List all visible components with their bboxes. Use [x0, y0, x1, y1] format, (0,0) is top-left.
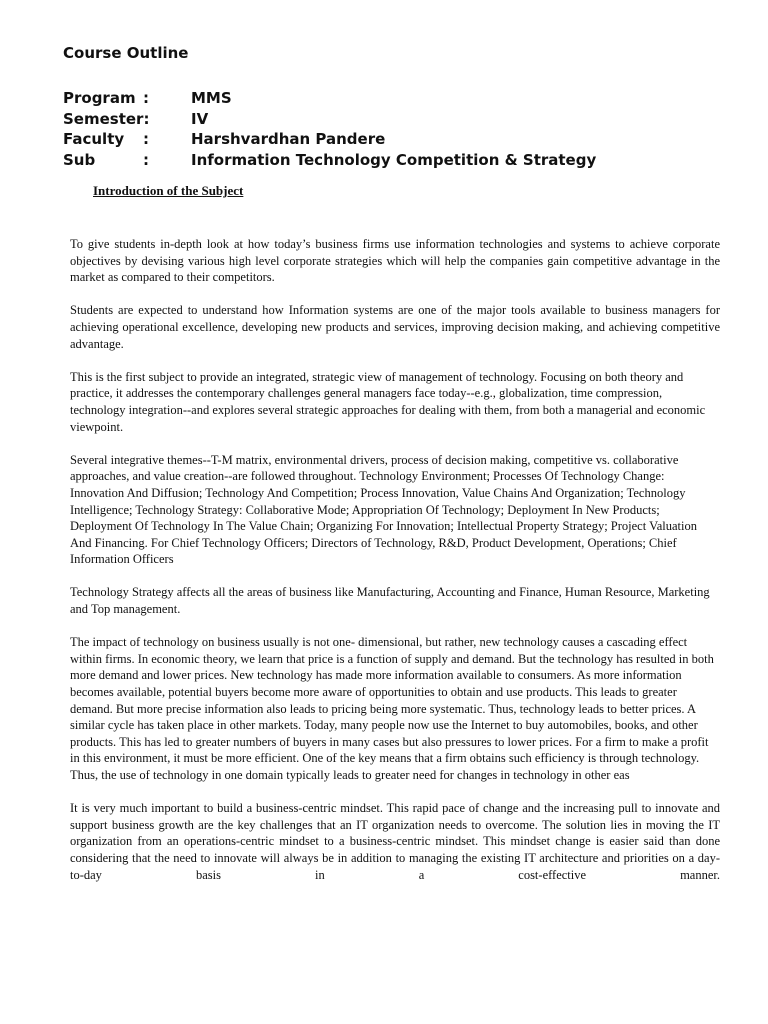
paragraph: It is very much important to build a business-centric mindset. This rapid pace of change and the increasing pull to innovate and support business growth are the key challenges that an IT organization needs to overcome. The solution lies in moving the IT organization from an operations-centric mindset to a business-centric mindset. This mindset change is easier said than done considering that the need to innovate will always be in addition to managing the existing IT architecture and priorities on a day-to-day basis in a cost-effective manner.	[70, 801, 720, 882]
paragraph: The impact of technology on business usually is not one- dimensional, but rather, new technology causes a cascading effect within firms. In economic theory, we learn that price is a function of supply and demand. But the technology has resulted in both more demand and lower prices. New technology has made more information available to consumers. As more information becomes available, potential buyers become more aware of opportunities to obtain and use products. This leads to greater demand. But more precise information also leads to pricing being more systematic. Thus, technology leads to better prices. A similar cycle has taken place in other markets. Today, many people now use the Internet to buy automobiles, books, and other products. This has led to greater numbers of buyers in many cases but also pressures to lower prices. For a firm to make a profit in this environment, it must be more efficient. One of the key means that a firm obtains such efficiency is through technology. Thus, the use of technology in one domain typically leads to greater need for changes in technology in other eas	[70, 635, 714, 782]
meta-colon: :	[143, 89, 149, 107]
meta-row-faculty	[63, 129, 596, 150]
meta-colon	[143, 109, 191, 130]
document-title: Course Outline	[63, 44, 189, 62]
meta-label: Semester:	[63, 109, 150, 128]
paragraph: This is the first subject to provide an integrated, strategic view of management of technology. Focusing on both theory and practice, it addresses the contemporary challenges general managers face today--e.g., globalization, time compression, technology integration--and explores several strategic approaches for dealing with them, from both a managerial and economic viewpoint.	[70, 369, 706, 434]
paragraph: Technology Strategy affects all the areas of business like Manufacturing, Accounting and Finance, Human Resource, Marketing and Top management.	[70, 585, 710, 617]
paragraph: Students are expected to understand how Information systems are one of the major tools available to business managers for achieving operational excellence, developing new products and services, improving decision making, and achieving competitive advantage.	[70, 303, 720, 351]
meta-row-semester	[63, 109, 596, 130]
meta-value: MMS	[191, 89, 232, 107]
meta-value: Harshvardhan Pandere	[191, 130, 386, 148]
meta-label: Program	[63, 89, 136, 107]
meta-value: Information Technology Competition & Strategy	[191, 150, 597, 169]
document-body	[70, 236, 720, 900]
paragraph: To give students in-depth look at how today’s business firms use information technologies and systems to achieve corporate objectives by devising various high level corporate strategies which will help the companies gain competitive advantage in the market as compared to their competitors.	[70, 237, 720, 285]
section-heading: Introduction of the Subject	[93, 183, 244, 198]
course-meta	[63, 88, 596, 170]
paragraph: Several integrative themes--T-M matrix, environmental drivers, process of decision making, competitive vs. collaborative approaches, and value creation--are followed throughout. Technology Environment; Processes Of Technology Change: Innovation And Diffusion; Technology And Competition; Process Innovation, Value Chains And Organization; Technology Intelligence; Technology Strategy: Collaborative Mode; Appropriation Of Technology; Deployment In New Products; Deployment Of Technology In The Value Chain; Organizing For Innovation; Intellectual Property Strategy; Project Valuation And Financing. For Chief Technology Officers; Directors of Technology, R&D, Product Development, Operations; Chief Information Officers	[70, 452, 698, 567]
meta-row-program	[63, 88, 596, 109]
meta-label: Faculty	[63, 130, 125, 148]
meta-value: IV	[191, 109, 209, 128]
meta-colon: :	[143, 150, 149, 169]
meta-colon: :	[143, 130, 149, 148]
meta-label: Sub	[63, 150, 96, 169]
meta-row-subject	[63, 150, 596, 171]
